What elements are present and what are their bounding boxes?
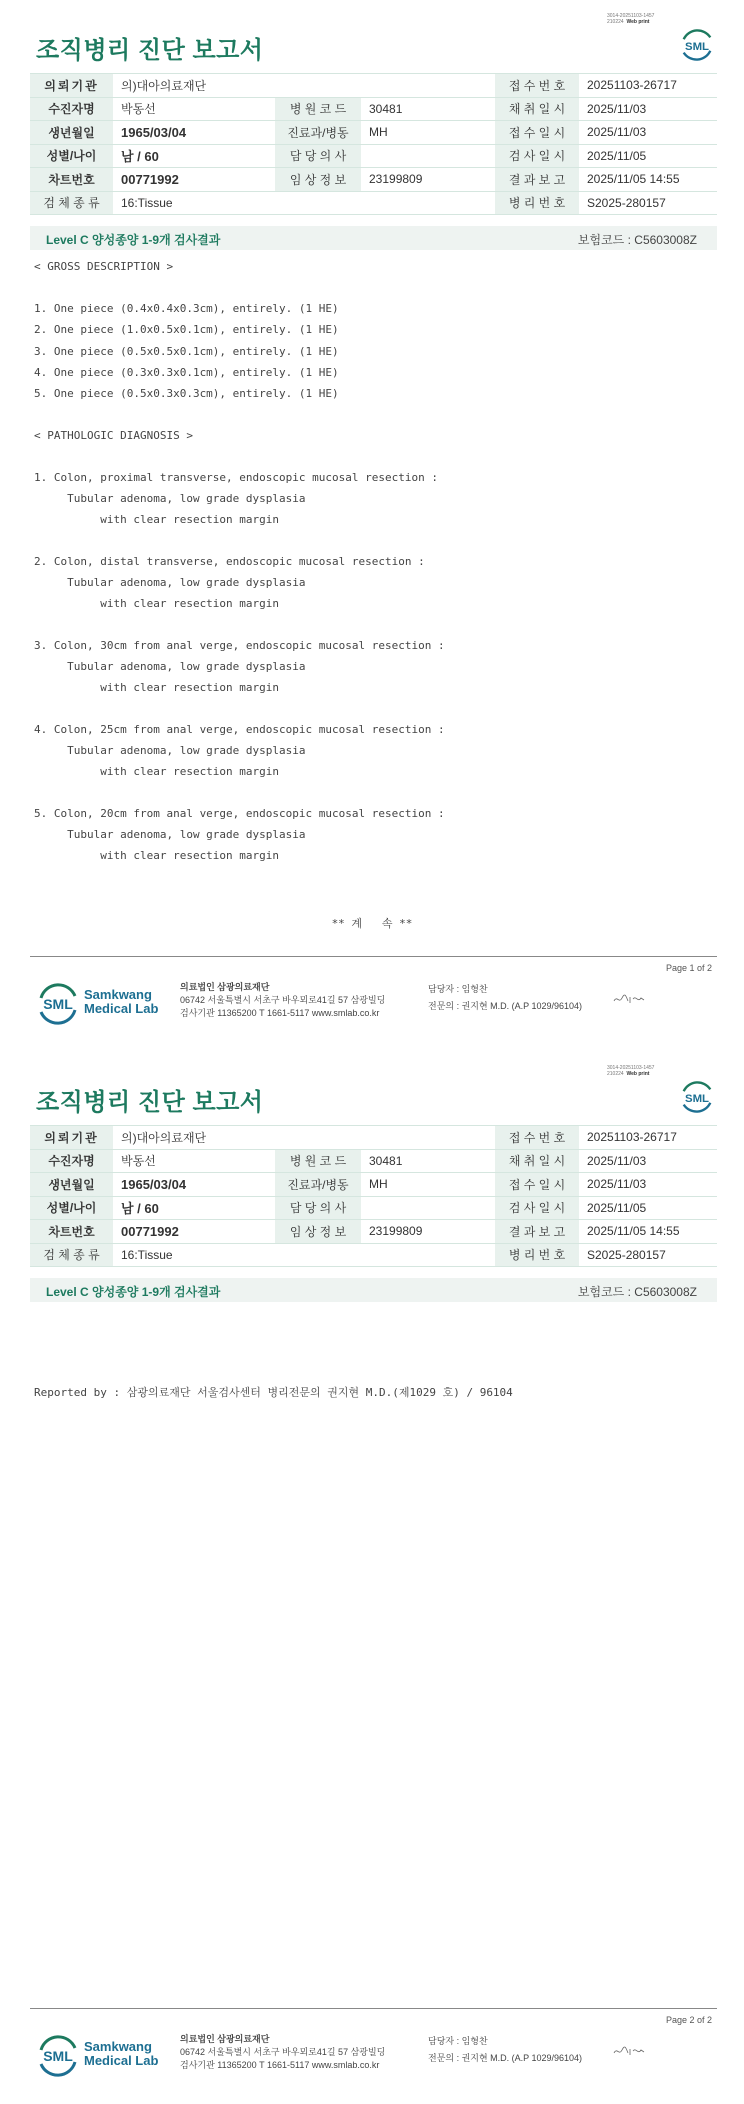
footer-brand: Samkwang Medical Lab — [84, 987, 159, 1016]
specimen-label: 검 체 종 류 — [30, 191, 113, 215]
specimen-value: 16:Tissue — [113, 191, 495, 215]
chart-label: 차트번호 — [30, 1220, 113, 1244]
footer-divider — [30, 2008, 717, 2009]
page-number: Page 1 of 2 — [665, 963, 712, 973]
institution-value: 의)대아의료재단 — [113, 1126, 495, 1150]
insurance-code: 보험코드 : C5603008Z — [577, 1285, 697, 1299]
diagnosis-line: Tubular adenoma, low grade dysplasia — [34, 492, 306, 505]
patient-info-table — [30, 73, 717, 215]
diagnosis-line: 4. Colon, 25cm from anal verge, endoscopic mucosal resection : — [34, 723, 445, 736]
pathology-no-value: S2025-280157 — [579, 191, 717, 215]
accession-label: 접 수 번 호 — [495, 74, 579, 98]
signature-icon — [612, 992, 646, 1006]
sex-age-label: 성별/나이 — [30, 1196, 113, 1220]
pathology-no-label: 병 리 번 호 — [495, 1243, 579, 1267]
sex-age-label: 성별/나이 — [30, 144, 113, 168]
specimen-label: 검 체 종 류 — [30, 1243, 113, 1267]
gross-heading: < GROSS DESCRIPTION > — [34, 260, 174, 273]
reported-value: 2025/11/05 14:55 — [579, 168, 717, 192]
sml-footer-logo-icon — [36, 2034, 80, 2078]
reported-value: 2025/11/05 14:55 — [579, 1220, 717, 1244]
accession-label: 접 수 번 호 — [495, 1126, 579, 1150]
institution-value: 의)대아의료재단 — [113, 74, 495, 98]
sml-footer-logo-icon — [36, 982, 80, 1026]
continued-marker: ** 계 속 ** — [331, 917, 413, 930]
diagnosis-line: 3. Colon, 30cm from anal verge, endoscopic mucosal resection : — [34, 639, 445, 652]
test-name: Level C 양성종양 1-9개 검사결과 — [46, 1285, 221, 1299]
clinical-value: 23199809 — [361, 1220, 495, 1244]
patient-value: 박동선 — [113, 1149, 275, 1173]
report-page-2 — [0, 1052, 744, 2104]
institution-label: 의뢰기관 — [30, 74, 113, 98]
received-value: 2025/11/03 — [579, 121, 717, 145]
accession-value: 20251103-26717 — [579, 74, 717, 98]
page-number: Page 2 of 2 — [665, 2015, 712, 2025]
received-value: 2025/11/03 — [579, 1173, 717, 1197]
gross-line: 2. One piece (1.0x0.5x0.1cm), entirely. (1 HE) — [34, 323, 339, 336]
patient-info-table — [30, 1125, 717, 1267]
gross-line: 4. One piece (0.3x0.3x0.1cm), entirely. (1 HE) — [34, 366, 339, 379]
physician-value — [361, 1196, 495, 1220]
gross-line: 3. One piece (0.5x0.5x0.1cm), entirely. (1 HE) — [34, 345, 339, 358]
footer-org-info: 의료법인 삼광의료재단 06742 서울특별시 서초구 바우뫼로41길 57 삼광빌딩 검사기관 11365200 T 1661-5117 www.smlab.co.kr — [180, 982, 386, 1018]
svg-text:SML: SML — [684, 1092, 710, 1105]
test-bar — [30, 226, 717, 250]
collected-label: 채 취 일 시 — [495, 1149, 579, 1173]
footer-staff: 담당자 : 임형찬 전문의 : 권지현 M.D. (A.P 1029/96104) — [428, 984, 583, 1011]
pathology-no-label: 병 리 번 호 — [495, 191, 579, 215]
sml-logo-icon — [678, 1078, 716, 1116]
dept-value: MH — [361, 1173, 495, 1197]
physician-label: 담 당 의 사 — [275, 144, 361, 168]
accession-value: 20251103-26717 — [579, 1126, 717, 1150]
exam-date-label: 검 사 일 시 — [495, 144, 579, 168]
diagnosis-line: Tubular adenoma, low grade dysplasia — [34, 576, 306, 589]
diagnosis-line: 1. Colon, proximal transverse, endoscopic mucosal resection : — [34, 471, 438, 484]
clinical-value: 23199809 — [361, 168, 495, 192]
chart-value: 00771992 — [113, 1220, 275, 1244]
svg-text:SML: SML — [43, 2048, 73, 2064]
dept-label: 진료과/병동 — [275, 1173, 361, 1197]
hospital-code-label: 병 원 코 드 — [275, 97, 361, 121]
received-label: 접 수 일 시 — [495, 1173, 579, 1197]
clinical-label: 임 상 정 보 — [275, 1220, 361, 1244]
footer-staff: 담당자 : 임형찬 전문의 : 권지현 M.D. (A.P 1029/96104) — [428, 2036, 583, 2063]
received-label: 접 수 일 시 — [495, 121, 579, 145]
diagnosis-line: with clear resection margin — [34, 849, 280, 862]
reported-label: 결 과 보 고 — [495, 1220, 579, 1244]
footer-brand: Samkwang Medical Lab — [84, 2039, 159, 2068]
dob-value: 1965/03/04 — [113, 121, 275, 145]
sex-age-value: 남 / 60 — [113, 1196, 275, 1220]
diagnosis-line: with clear resection margin — [34, 513, 280, 526]
chart-label: 차트번호 — [30, 168, 113, 192]
signature-icon — [612, 2044, 646, 2058]
gross-line: 5. One piece (0.5x0.3x0.3cm), entirely. (1 HE) — [34, 387, 339, 400]
gross-line: 1. One piece (0.4x0.4x0.3cm), entirely. (1 HE) — [34, 302, 339, 315]
exam-date-value: 2025/11/05 — [579, 144, 717, 168]
diagnosis-line: Tubular adenoma, low grade dysplasia — [34, 828, 306, 841]
reported-by: Reported by : 삼광의료재단 서울검사센터 병리전문의 권지현 M.D.(제1029 호) / 96104 — [34, 1386, 513, 1399]
footer-divider — [30, 956, 717, 957]
collected-label: 채 취 일 시 — [495, 97, 579, 121]
patient-value: 박동선 — [113, 97, 275, 121]
diagnosis-line: 2. Colon, distal transverse, endoscopic mucosal resection : — [34, 555, 425, 568]
collected-value: 2025/11/03 — [579, 97, 717, 121]
physician-value — [361, 144, 495, 168]
institution-label: 의뢰기관 — [30, 1126, 113, 1150]
collected-value: 2025/11/03 — [579, 1149, 717, 1173]
diagnosis-line: Tubular adenoma, low grade dysplasia — [34, 744, 306, 757]
svg-text:SML: SML — [684, 40, 710, 53]
document-id: 3014-20251103-1457 210224 Web print — [607, 1065, 655, 1077]
diagnosis-line: with clear resection margin — [34, 597, 280, 610]
document-id: 3014-20251103-1457 210224 Web print — [607, 13, 655, 25]
diagnosis-line: 5. Colon, 20cm from anal verge, endoscopic mucosal resection : — [34, 807, 445, 820]
dob-label: 생년월일 — [30, 1173, 113, 1197]
test-bar — [30, 1278, 717, 1302]
page-title: 조직병리 진단 보고서 — [36, 1089, 264, 1116]
diagnosis-line: Tubular adenoma, low grade dysplasia — [34, 660, 306, 673]
hospital-code-label: 병 원 코 드 — [275, 1149, 361, 1173]
clinical-label: 임 상 정 보 — [275, 168, 361, 192]
insurance-code: 보험코드 : C5603008Z — [577, 233, 697, 247]
diagnosis-line: with clear resection margin — [34, 681, 280, 694]
test-name: Level C 양성종양 1-9개 검사결과 — [46, 233, 221, 247]
sex-age-value: 남 / 60 — [113, 144, 275, 168]
diagnosis-heading: < PATHOLOGIC DIAGNOSIS > — [34, 429, 193, 442]
hospital-code-value: 30481 — [361, 97, 495, 121]
sml-logo-icon — [678, 26, 716, 64]
reported-label: 결 과 보 고 — [495, 168, 579, 192]
svg-text:SML: SML — [43, 996, 73, 1012]
pathology-no-value: S2025-280157 — [579, 1243, 717, 1267]
footer-org-info: 의료법인 삼광의료재단 06742 서울특별시 서초구 바우뫼로41길 57 삼광빌딩 검사기관 11365200 T 1661-5117 www.smlab.co.kr — [180, 2034, 386, 2070]
dept-value: MH — [361, 121, 495, 145]
hospital-code-value: 30481 — [361, 1149, 495, 1173]
exam-date-label: 검 사 일 시 — [495, 1196, 579, 1220]
dob-label: 생년월일 — [30, 121, 113, 145]
page-title: 조직병리 진단 보고서 — [36, 37, 264, 64]
chart-value: 00771992 — [113, 168, 275, 192]
diagnosis-line: with clear resection margin — [34, 765, 280, 778]
exam-date-value: 2025/11/05 — [579, 1196, 717, 1220]
specimen-value: 16:Tissue — [113, 1243, 495, 1267]
patient-label: 수진자명 — [30, 1149, 113, 1173]
dept-label: 진료과/병동 — [275, 121, 361, 145]
physician-label: 담 당 의 사 — [275, 1196, 361, 1220]
patient-label: 수진자명 — [30, 97, 113, 121]
dob-value: 1965/03/04 — [113, 1173, 275, 1197]
